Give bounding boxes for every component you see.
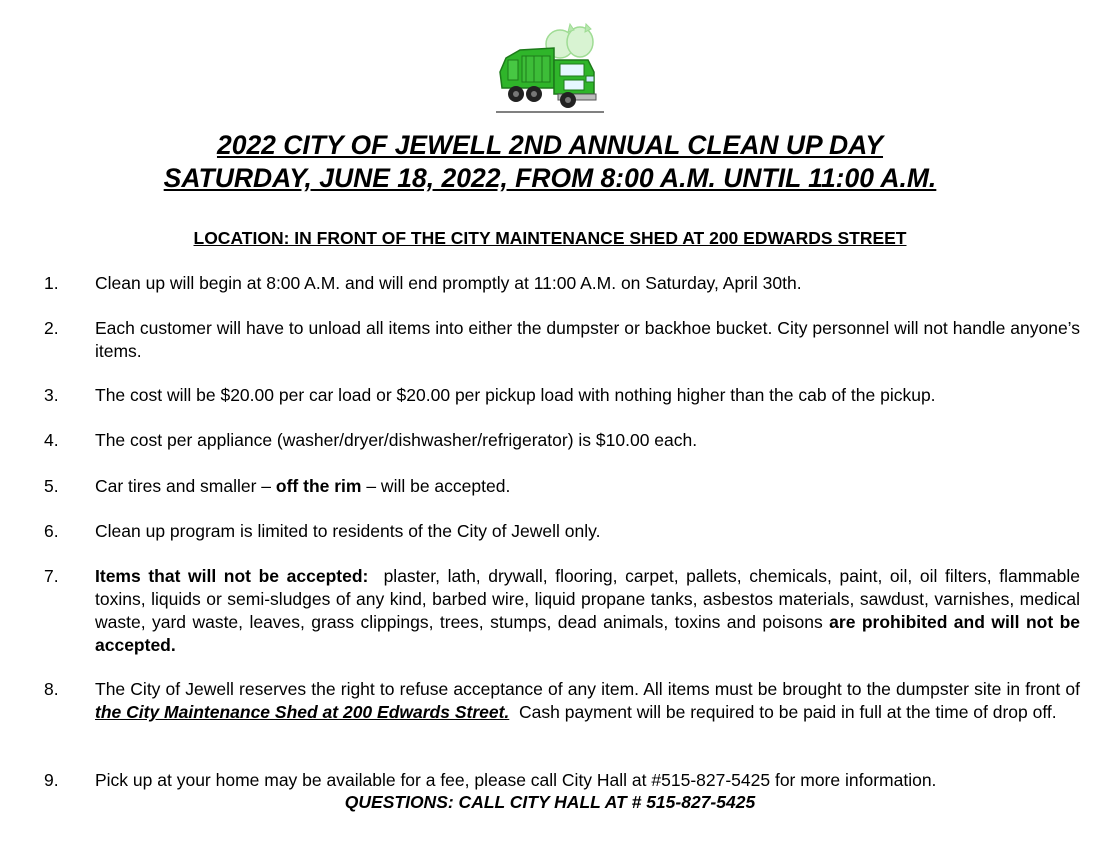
list-number: 1. bbox=[44, 273, 59, 293]
garbage-truck-icon bbox=[494, 14, 606, 114]
list-number: 7. bbox=[44, 566, 59, 586]
list-number: 8. bbox=[44, 679, 59, 699]
list-text: Pick up at your home may be available for a fee, please call City Hall at #515-827-5425 for more information. bbox=[95, 770, 937, 790]
not-accepted-label: Items that will not be accepted: bbox=[95, 566, 369, 586]
questions-footer: QUESTIONS: CALL CITY HALL AT # 515-827-5425 bbox=[344, 792, 756, 812]
list-text: The cost will be $20.00 per car load or $20.00 per pickup load with nothing higher than the cab of the pickup. bbox=[95, 385, 936, 405]
list-number: 9. bbox=[44, 770, 59, 790]
list-number: 5. bbox=[44, 476, 59, 496]
list-text: Clean up program is limited to residents of the City of Jewell only. bbox=[95, 521, 601, 541]
prohibited-emphasis: are prohibited and will not be accepted. bbox=[95, 612, 1080, 655]
list-text: Clean up will begin at 8:00 A.M. and will end promptly at 11:00 A.M. on Saturday, April 30th. bbox=[95, 273, 802, 293]
location-heading: LOCATION: IN FRONT OF THE CITY MAINTENANCE SHED AT 200 EDWARDS STREET bbox=[193, 228, 907, 248]
page-title-line-1: 2022 CITY OF JEWELL 2ND ANNUAL CLEAN UP DAY bbox=[216, 130, 884, 160]
list-number: 2. bbox=[44, 318, 59, 338]
list-text bbox=[95, 565, 1085, 657]
page-title-line-2: SATURDAY, JUNE 18, 2022, FROM 8:00 A.M. UNTIL 11:00 A.M. bbox=[163, 163, 937, 193]
list-text-part: – will be accepted. bbox=[361, 476, 511, 496]
shed-location-emphasis: the City Maintenance Shed at 200 Edwards Street. bbox=[95, 702, 510, 722]
list-number: 6. bbox=[44, 521, 59, 541]
list-text: The cost per appliance (washer/dryer/dishwasher/refrigerator) is $10.00 each. bbox=[95, 430, 698, 450]
list-number: 3. bbox=[44, 385, 59, 405]
list-text-part: The City of Jewell reserves the right to refuse acceptance of any item. All items must be brought to the dumpster site in front of bbox=[95, 679, 1080, 699]
list-text-part: Cash payment will be required to be paid in full at the time of drop off. bbox=[509, 702, 1057, 722]
list-number: 4. bbox=[44, 430, 59, 450]
list-text bbox=[95, 475, 1080, 498]
list-text: Each customer will have to unload all items into either the dumpster or backhoe bucket. City personnel will not handle anyone’s items. bbox=[95, 318, 1080, 361]
off-the-rim-emphasis: off the rim bbox=[275, 476, 362, 496]
list-text-part: plaster, lath, drywall, flooring, carpet, pallets, chemicals, paint, oil, oil filters, flammable toxins, liquids or semi-sludges of any kind, barbed wire, liquid propane tanks, asbestos materials, sawdust, varnishes, medical waste, yard waste, leaves, grass clippings, trees, stumps, dead animals, toxins and poisons bbox=[95, 566, 1085, 632]
list-text-part: Car tires and smaller – bbox=[95, 476, 276, 496]
list-text bbox=[95, 678, 1080, 724]
